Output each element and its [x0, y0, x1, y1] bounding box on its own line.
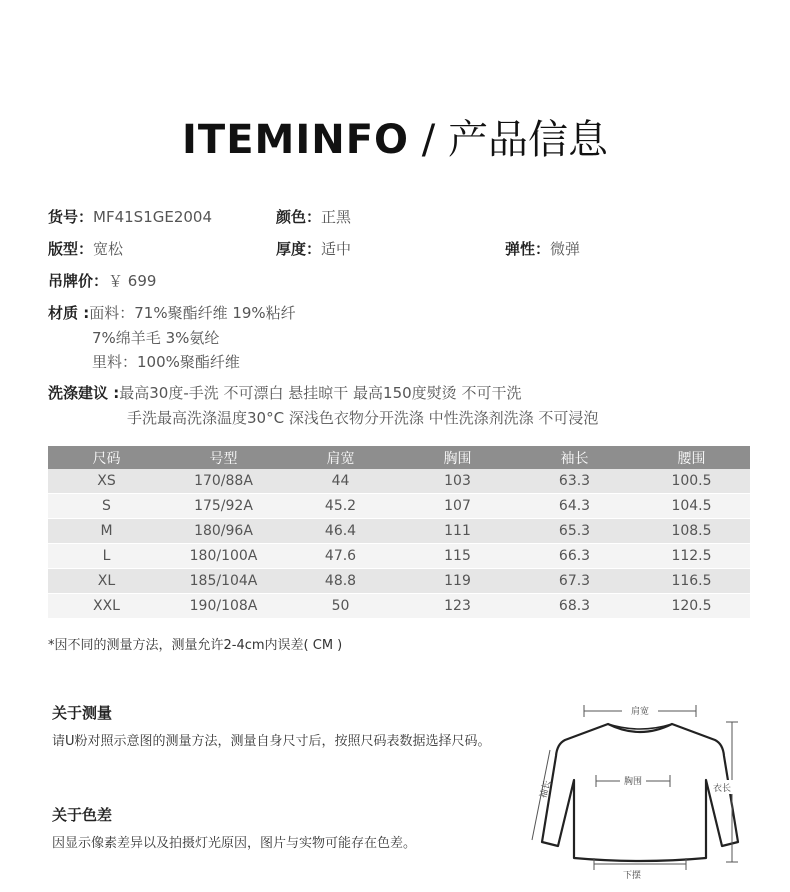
header-waist: 腰围: [633, 446, 750, 469]
elasticity-value: 微弹: [550, 240, 581, 258]
wash-line1: 最高30度-手洗 不可漂白 悬挂晾干 最高150度熨烫 不可干洗: [119, 384, 522, 402]
price-value: ￥ 699: [108, 272, 157, 290]
cell-waist: 100.5: [633, 469, 750, 494]
cell-sleeve: 64.3: [516, 494, 633, 519]
cell-waist: 116.5: [633, 569, 750, 594]
cell-size: S: [48, 494, 165, 519]
title-english: ITEMINFO: [182, 117, 410, 163]
cell-shoulder: 50: [282, 594, 399, 619]
cell-size: M: [48, 519, 165, 544]
color-label: 颜色：: [276, 208, 322, 226]
cell-size: XXL: [48, 594, 165, 619]
title-separator: /: [421, 117, 436, 163]
wash-advice: [48, 382, 521, 403]
cell-waist: 120.5: [633, 594, 750, 619]
cell-shoulder: 44: [282, 469, 399, 494]
cell-sleeve: 65.3: [516, 519, 633, 544]
table-row: [48, 594, 750, 619]
measure-text: 请U粉对照示意图的测量方法，测量自身尺寸后，按照尺码表数据选择尺码。: [52, 734, 491, 749]
cell-size: XS: [48, 469, 165, 494]
color-diff-title: 关于色差: [52, 806, 113, 824]
fit-label: 版型：: [48, 240, 94, 258]
table-row: [48, 469, 750, 494]
material: [48, 302, 296, 323]
cell-sleeve: 66.3: [516, 544, 633, 569]
measure-title: 关于测量: [52, 704, 113, 722]
color-value: 正黑: [321, 208, 352, 226]
fit: [48, 238, 123, 259]
page-title: [0, 108, 790, 165]
hem-label: 下摆: [622, 871, 642, 881]
cell-shoulder: 46.4: [282, 519, 399, 544]
header-chest: 胸围: [399, 446, 516, 469]
material-line3: 里料：100%聚酯纤维: [92, 353, 240, 371]
title-chinese: 产品信息: [447, 117, 608, 163]
header-model: 号型: [165, 446, 282, 469]
cell-sleeve: 68.3: [516, 594, 633, 619]
sleeve-label: 袖长: [538, 779, 554, 800]
material-label: 材质 :: [48, 304, 90, 322]
table-row: [48, 544, 750, 569]
table-row: [48, 494, 750, 519]
cell-shoulder: 45.2: [282, 494, 399, 519]
table-row: [48, 569, 750, 594]
cell-chest: 119: [399, 569, 516, 594]
fit-value: 宽松: [93, 240, 124, 258]
size-table: [48, 446, 750, 619]
cell-model: 185/104A: [165, 569, 282, 594]
color: [276, 206, 351, 227]
color-diff-text: 因显示像素差异以及拍摄灯光原因，图片与实物可能存在色差。: [52, 836, 417, 851]
cell-waist: 104.5: [633, 494, 750, 519]
cell-chest: 103: [399, 469, 516, 494]
table-row: [48, 519, 750, 544]
cell-size: L: [48, 544, 165, 569]
cell-model: 190/108A: [165, 594, 282, 619]
cell-waist: 108.5: [633, 519, 750, 544]
chest-label: 胸围: [623, 777, 643, 787]
item-no-label: 货号：: [48, 208, 94, 226]
wash-label: 洗涤建议 :: [48, 384, 120, 402]
material-line3-wrap: [92, 351, 240, 372]
elasticity-label: 弹性：: [505, 240, 551, 258]
material-line1: 面料：71%聚酯纤维 19%粘纤: [89, 304, 296, 322]
cell-model: 170/88A: [165, 469, 282, 494]
cell-model: 175/92A: [165, 494, 282, 519]
header-size: 尺码: [48, 446, 165, 469]
header-sleeve: 袖长: [516, 446, 633, 469]
size-table-header: [48, 446, 750, 469]
cell-size: XL: [48, 569, 165, 594]
wash-line2-wrap: [127, 407, 598, 428]
measurement-note: *因不同的测量方法，测量允许2-4cm内误差( CM ): [48, 638, 343, 653]
shirt-outline: [542, 724, 738, 861]
thickness-label: 厚度：: [276, 240, 322, 258]
cell-sleeve: 63.3: [516, 469, 633, 494]
price-label: 吊牌价：: [48, 272, 109, 290]
shoulder-label: 肩宽: [630, 707, 650, 717]
measurement-diagram: [510, 690, 770, 886]
thickness-value: 适中: [321, 240, 352, 258]
cell-shoulder: 48.8: [282, 569, 399, 594]
cell-sleeve: 67.3: [516, 569, 633, 594]
header-shoulder: 肩宽: [282, 446, 399, 469]
cell-waist: 112.5: [633, 544, 750, 569]
cell-model: 180/100A: [165, 544, 282, 569]
cell-shoulder: 47.6: [282, 544, 399, 569]
wash-line2: 手洗最高洗涤温度30°C 深浅色衣物分开洗涤 中性洗涤剂洗涤 不可浸泡: [127, 409, 599, 427]
length-label: 衣长: [712, 784, 732, 794]
cell-chest: 111: [399, 519, 516, 544]
material-line2: 7%绵羊毛 3%氨纶: [92, 329, 220, 347]
cell-chest: 115: [399, 544, 516, 569]
item-no: [48, 206, 212, 227]
cell-chest: 123: [399, 594, 516, 619]
price: [48, 270, 156, 291]
cell-model: 180/96A: [165, 519, 282, 544]
material-line2-wrap: [92, 327, 219, 348]
cell-chest: 107: [399, 494, 516, 519]
item-no-value: MF41S1GE2004: [93, 208, 213, 226]
thickness: [276, 238, 351, 259]
elasticity: [505, 238, 580, 259]
